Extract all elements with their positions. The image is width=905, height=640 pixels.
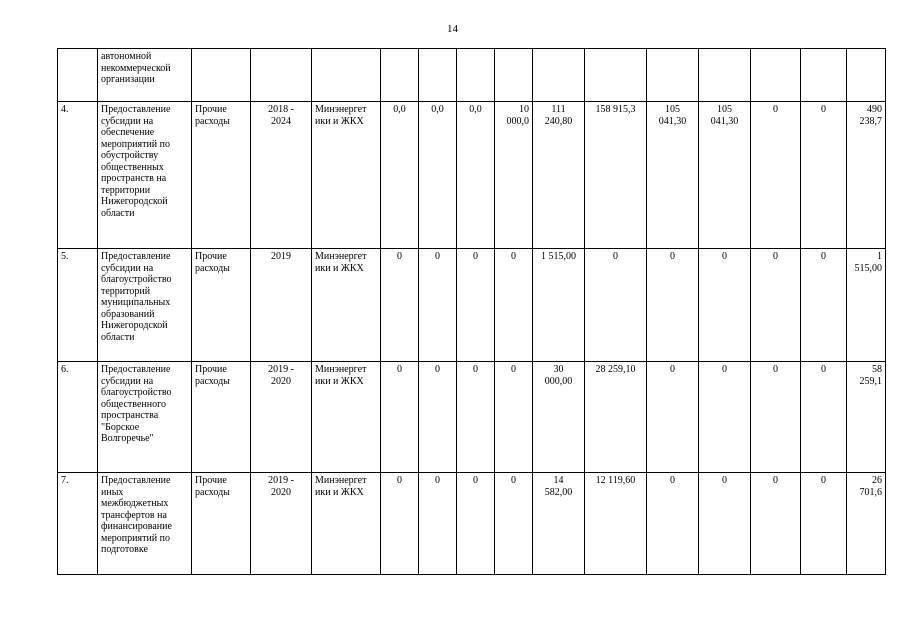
expense-type	[192, 362, 251, 473]
total-cell	[847, 362, 886, 473]
period	[251, 473, 312, 575]
cell-text-line: образований	[101, 308, 155, 320]
total-cell	[847, 473, 886, 575]
cell-text-line: 2020	[271, 375, 291, 387]
responsible-agency	[312, 473, 381, 575]
cell-text-line: пространства	[101, 410, 159, 421]
table-row	[58, 249, 886, 362]
value-cell	[495, 102, 533, 249]
table-row	[58, 362, 886, 473]
cell-text-line: 259,1	[859, 375, 882, 387]
value-cell	[585, 249, 647, 362]
cell-text-line: 1	[877, 251, 882, 262]
value-cell	[419, 249, 457, 362]
value-cell	[585, 102, 647, 249]
cell-text-line: 2019	[271, 251, 291, 262]
value-cell	[751, 249, 801, 362]
cell-text-line: 000,0	[506, 115, 529, 127]
cell-text-line: 582,00	[544, 486, 573, 498]
period	[251, 102, 312, 249]
cell-text-line: субсидии на	[101, 375, 154, 387]
value-cell	[699, 362, 751, 473]
cell-text-line: 26	[872, 475, 882, 486]
value-cell	[699, 249, 751, 362]
cell-text-line: 2018 -	[268, 104, 294, 115]
value-cell	[495, 473, 533, 575]
cell-text-line: 28 259,10	[595, 364, 636, 375]
cell-text-line: субсидии на	[101, 262, 154, 274]
cell-text-line: области	[101, 207, 135, 219]
value-cell	[585, 49, 647, 102]
value-cell	[533, 102, 585, 249]
measure-name	[98, 49, 192, 102]
value-cell	[533, 249, 585, 362]
value-cell	[699, 473, 751, 575]
cell-text-line: 2019 -	[268, 364, 294, 375]
cell-text-line: 0	[435, 364, 440, 375]
value-cell	[699, 102, 751, 249]
cell-text-line: 0	[473, 251, 478, 262]
cell-text-line: 0	[773, 251, 778, 262]
cell-text-line: территорий	[101, 285, 151, 297]
cell-text-line: 5.	[61, 251, 69, 262]
value-cell	[495, 249, 533, 362]
page-number: 14	[447, 23, 458, 35]
value-cell	[457, 249, 495, 362]
table-row	[58, 102, 886, 249]
cell-text-line: благоустройство	[101, 274, 172, 285]
value-cell	[647, 49, 699, 102]
value-cell	[457, 49, 495, 102]
cell-text-line: 2019 -	[268, 475, 294, 486]
cell-text-line: 0	[722, 475, 727, 486]
cell-text-line: 0	[670, 475, 675, 486]
cell-text-line: Нижегородской	[101, 320, 168, 331]
row-number	[58, 102, 98, 249]
cell-text-line: 0	[511, 364, 516, 375]
value-cell	[647, 102, 699, 249]
cell-text-line: 12 119,60	[595, 475, 636, 486]
cell-text-line: Прочие	[195, 251, 227, 262]
value-cell	[419, 102, 457, 249]
value-cell	[495, 49, 533, 102]
measure-name	[98, 102, 192, 249]
cell-text-line: 041,30	[710, 115, 739, 127]
value-cell	[533, 473, 585, 575]
cell-text-line: 0,0	[431, 104, 444, 115]
cell-text-line: 240,80	[544, 115, 573, 127]
responsible-agency	[312, 102, 381, 249]
value-cell	[381, 102, 419, 249]
cell-text-line: 0	[511, 251, 516, 262]
cell-text-line: Прочие	[195, 475, 227, 486]
cell-text-line: ики и ЖКХ	[315, 375, 364, 387]
cell-text-line: 14	[553, 475, 564, 486]
cell-text-line: 105	[717, 104, 732, 115]
cell-text-line: автономной	[101, 51, 152, 62]
responsible-agency	[312, 362, 381, 473]
cell-text-line: области	[101, 331, 135, 343]
cell-text-line: 490	[867, 104, 882, 115]
measure-name	[98, 362, 192, 473]
cell-text-line: 1 515,00	[541, 251, 576, 262]
value-cell	[457, 362, 495, 473]
value-cell	[457, 473, 495, 575]
cell-text-line: 701,6	[859, 486, 882, 498]
value-cell	[419, 49, 457, 102]
value-cell	[495, 362, 533, 473]
cell-text-line: расходы	[195, 486, 230, 498]
cell-text-line: мероприятий по	[101, 532, 170, 544]
cell-text-line: Минэнергет	[315, 475, 367, 486]
value-cell	[647, 249, 699, 362]
cell-text-line: Предоставление	[101, 475, 171, 486]
expense-type	[192, 102, 251, 249]
cell-text-line: 6.	[61, 364, 69, 375]
row-number	[58, 249, 98, 362]
cell-text-line: расходы	[195, 375, 230, 387]
table-body	[58, 49, 886, 575]
cell-text-line: Минэнергет	[315, 251, 367, 262]
value-cell	[801, 473, 847, 575]
cell-text-line: расходы	[195, 115, 230, 127]
cell-text-line: общественного	[101, 398, 166, 410]
cell-text-line: межбюджетных	[101, 498, 169, 509]
cell-text-line: 0	[397, 364, 402, 375]
cell-text-line: обеспечение	[101, 127, 155, 138]
value-cell	[751, 362, 801, 473]
total-cell	[847, 249, 886, 362]
row-number	[58, 49, 98, 102]
cell-text-line: 0	[722, 364, 727, 375]
cell-text-line: 0	[435, 475, 440, 486]
cell-text-line: ики и ЖКХ	[315, 115, 364, 127]
cell-text-line: 0	[722, 251, 727, 262]
cell-text-line: 000,00	[544, 375, 573, 387]
cell-text-line: 105	[665, 104, 680, 115]
cell-text-line: организации	[101, 74, 155, 85]
cell-text-line: 58	[872, 364, 882, 375]
value-cell	[751, 473, 801, 575]
cell-text-line: 0	[397, 475, 402, 486]
value-cell	[699, 49, 751, 102]
cell-text-line: 10	[519, 104, 529, 115]
expense-type	[192, 249, 251, 362]
measure-name	[98, 473, 192, 575]
value-cell	[647, 362, 699, 473]
value-cell	[801, 249, 847, 362]
value-cell	[751, 102, 801, 249]
cell-text-line: 0	[613, 251, 618, 262]
expense-type	[192, 49, 251, 102]
cell-text-line: 0	[773, 364, 778, 375]
value-cell	[533, 362, 585, 473]
cell-text-line: иных	[101, 486, 124, 498]
cell-text-line: 2020	[271, 486, 291, 498]
cell-text-line: муниципальных	[101, 297, 171, 308]
cell-text-line: ики и ЖКХ	[315, 262, 364, 274]
responsible-agency	[312, 249, 381, 362]
cell-text-line: общественных	[101, 161, 164, 173]
cell-text-line: некоммерческой	[101, 62, 171, 74]
cell-text-line: субсидии на	[101, 115, 154, 127]
cell-text-line: 0	[773, 104, 778, 115]
value-cell	[419, 473, 457, 575]
value-cell	[585, 473, 647, 575]
value-cell	[751, 49, 801, 102]
cell-text-line: мероприятий по	[101, 138, 170, 150]
budget-table	[57, 48, 886, 575]
cell-text-line: 0	[473, 475, 478, 486]
value-cell	[457, 102, 495, 249]
period	[251, 49, 312, 102]
cell-text-line: трансфертов на	[101, 509, 167, 521]
period	[251, 362, 312, 473]
cell-text-line: Прочие	[195, 104, 227, 115]
total-cell	[847, 49, 886, 102]
value-cell	[801, 49, 847, 102]
cell-text-line: Предоставление	[101, 104, 171, 115]
value-cell	[801, 362, 847, 473]
cell-text-line: 0	[670, 364, 675, 375]
cell-text-line: 4.	[61, 104, 69, 115]
table-row	[58, 49, 886, 102]
cell-text-line: Волгоречье"	[101, 433, 154, 444]
cell-text-line: 515,00	[854, 262, 882, 274]
row-number	[58, 362, 98, 473]
row-number	[58, 473, 98, 575]
cell-text-line: 7.	[61, 475, 69, 486]
cell-text-line: Предоставление	[101, 251, 171, 262]
cell-text-line: Нижегородской	[101, 196, 168, 207]
cell-text-line: Предоставление	[101, 364, 171, 375]
value-cell	[381, 249, 419, 362]
cell-text-line: 0	[397, 251, 402, 262]
cell-text-line: финансирование	[101, 521, 172, 532]
value-cell	[647, 473, 699, 575]
cell-text-line: 0,0	[393, 104, 406, 115]
period	[251, 249, 312, 362]
cell-text-line: 0	[821, 104, 826, 115]
cell-text-line: 2024	[271, 115, 291, 127]
cell-text-line: 30	[553, 364, 564, 375]
responsible-agency	[312, 49, 381, 102]
value-cell	[381, 362, 419, 473]
cell-text-line: ики и ЖКХ	[315, 486, 364, 498]
cell-text-line: Минэнергет	[315, 364, 367, 375]
cell-text-line: 0	[821, 251, 826, 262]
cell-text-line: подготовке	[101, 544, 148, 555]
value-cell	[801, 102, 847, 249]
table-row	[58, 473, 886, 575]
cell-text-line: 111	[551, 104, 566, 115]
cell-text-line: территории	[101, 184, 151, 196]
value-cell	[533, 49, 585, 102]
measure-name	[98, 249, 192, 362]
cell-text-line: пространств на	[101, 173, 167, 184]
cell-text-line: 0	[670, 251, 675, 262]
value-cell	[381, 49, 419, 102]
cell-text-line: 0	[435, 251, 440, 262]
cell-text-line: 0,0	[469, 104, 482, 115]
cell-text-line: 0	[473, 364, 478, 375]
cell-text-line: 0	[773, 475, 778, 486]
cell-text-line: обустройству	[101, 150, 159, 161]
total-cell	[847, 102, 886, 249]
cell-text-line: Прочие	[195, 364, 227, 375]
cell-text-line: 041,30	[658, 115, 687, 127]
cell-text-line: 0	[821, 475, 826, 486]
cell-text-line: "Борское	[101, 421, 140, 433]
value-cell	[381, 473, 419, 575]
cell-text-line: 158 915,3	[595, 104, 636, 115]
value-cell	[585, 362, 647, 473]
cell-text-line: расходы	[195, 262, 230, 274]
value-cell	[419, 362, 457, 473]
cell-text-line: 0	[821, 364, 826, 375]
cell-text-line: Минэнергет	[315, 104, 367, 115]
cell-text-line: 0	[511, 475, 516, 486]
cell-text-line: благоустройство	[101, 387, 172, 398]
expense-type	[192, 473, 251, 575]
cell-text-line: 238,7	[859, 115, 882, 127]
